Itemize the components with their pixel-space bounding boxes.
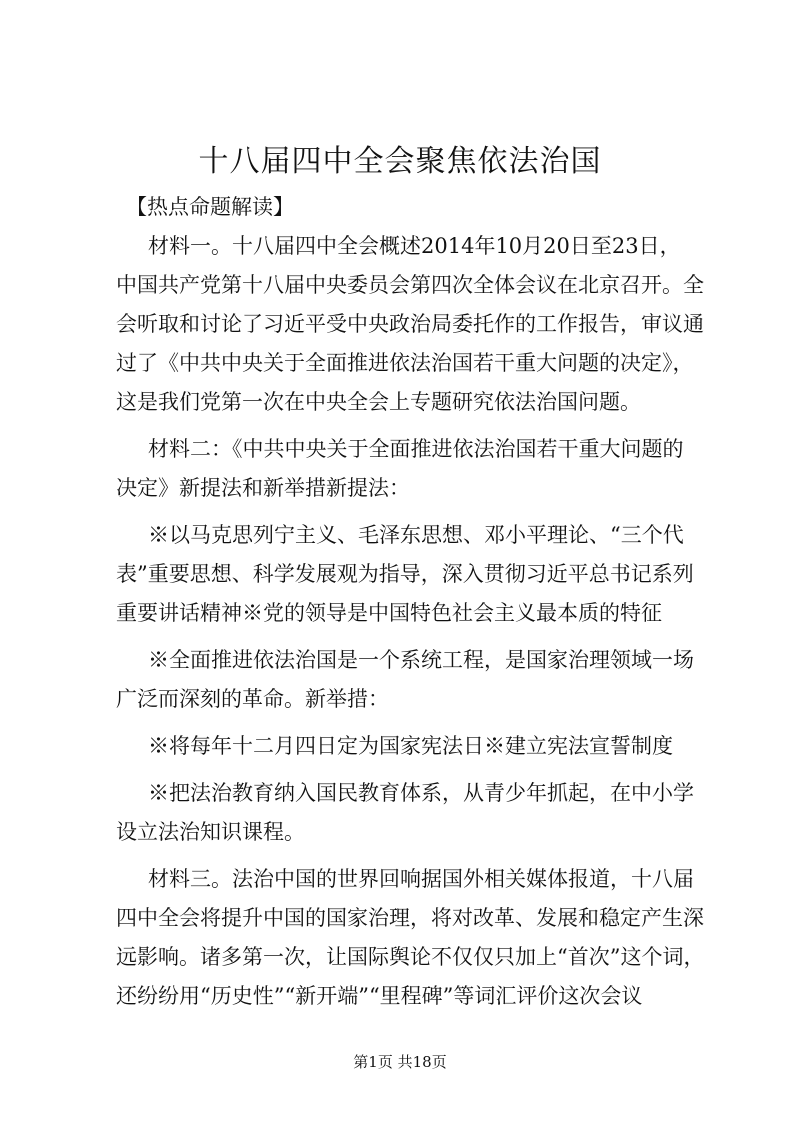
paragraph-line: 会听取和讨论了习近平受中央政治局委托作的工作报告，审议通 — [116, 312, 704, 336]
paragraph-line: 设立法治知识课程。 — [116, 820, 305, 844]
paragraph-line: 还纷纷用“历史性”“新开端”“里程碑”等词汇评价这次会议 — [116, 984, 643, 1008]
paragraph-line: 重要讲话精神※党的领导是中国特色社会主义最本质的特征 — [116, 601, 662, 625]
paragraph-line: 材料二：《中共中央关于全面推进依法治国若干重大问题的 — [148, 437, 684, 461]
paragraph-line: 材料一。十八届四中全会概述2014年10月20日至23日， — [148, 234, 681, 258]
section-heading: 【热点命题解读】 — [126, 195, 294, 219]
paragraph-line: 广泛而深刻的革命。新举措： — [116, 687, 389, 711]
page-title: 十八届四中全会聚焦依法治国 — [198, 144, 602, 179]
paragraph-line: 表”重要思想、科学发展观为指导，深入贯彻习近平总书记系列 — [116, 562, 694, 586]
paragraph-line: 远影响。诸多第一次，让国际舆论不仅仅只加上“首次”这个词， — [116, 945, 705, 969]
document-body — [116, 188, 706, 1016]
paragraph-line: ※全面推进依法治国是一个系统工程，是国家治理领域一场 — [148, 648, 694, 672]
page-footer: 第1页 共18页 — [353, 1053, 447, 1071]
paragraph-line: 四中全会将提升中国的国家治理，将对改革、发展和稳定产生深 — [116, 906, 704, 930]
paragraph-line: ※以马克思列宁主义、毛泽东思想、邓小平理论、“三个代 — [148, 523, 684, 547]
paragraph-line: 材料三。法治中国的世界回响据国外相关媒体报道，十八届 — [148, 867, 694, 891]
paragraph-line: ※把法治教育纳入国民教育体系，从青少年抓起，在中小学 — [148, 781, 694, 805]
paragraph-line: 中国共产党第十八届中央委员会第四次全体会议在北京召开。全 — [116, 273, 704, 297]
paragraph-line: 这是我们党第一次在中央全会上专题研究依法治国问题。 — [116, 390, 641, 414]
paragraph-line: 决定》新提法和新举措新提法： — [116, 476, 410, 500]
paragraph-line: 过了《中共中央关于全面推进依法治国若干重大问题的决定》， — [116, 351, 694, 375]
paragraph-line: ※将每年十二月四日定为国家宪法日※建立宪法宣誓制度 — [148, 734, 673, 758]
